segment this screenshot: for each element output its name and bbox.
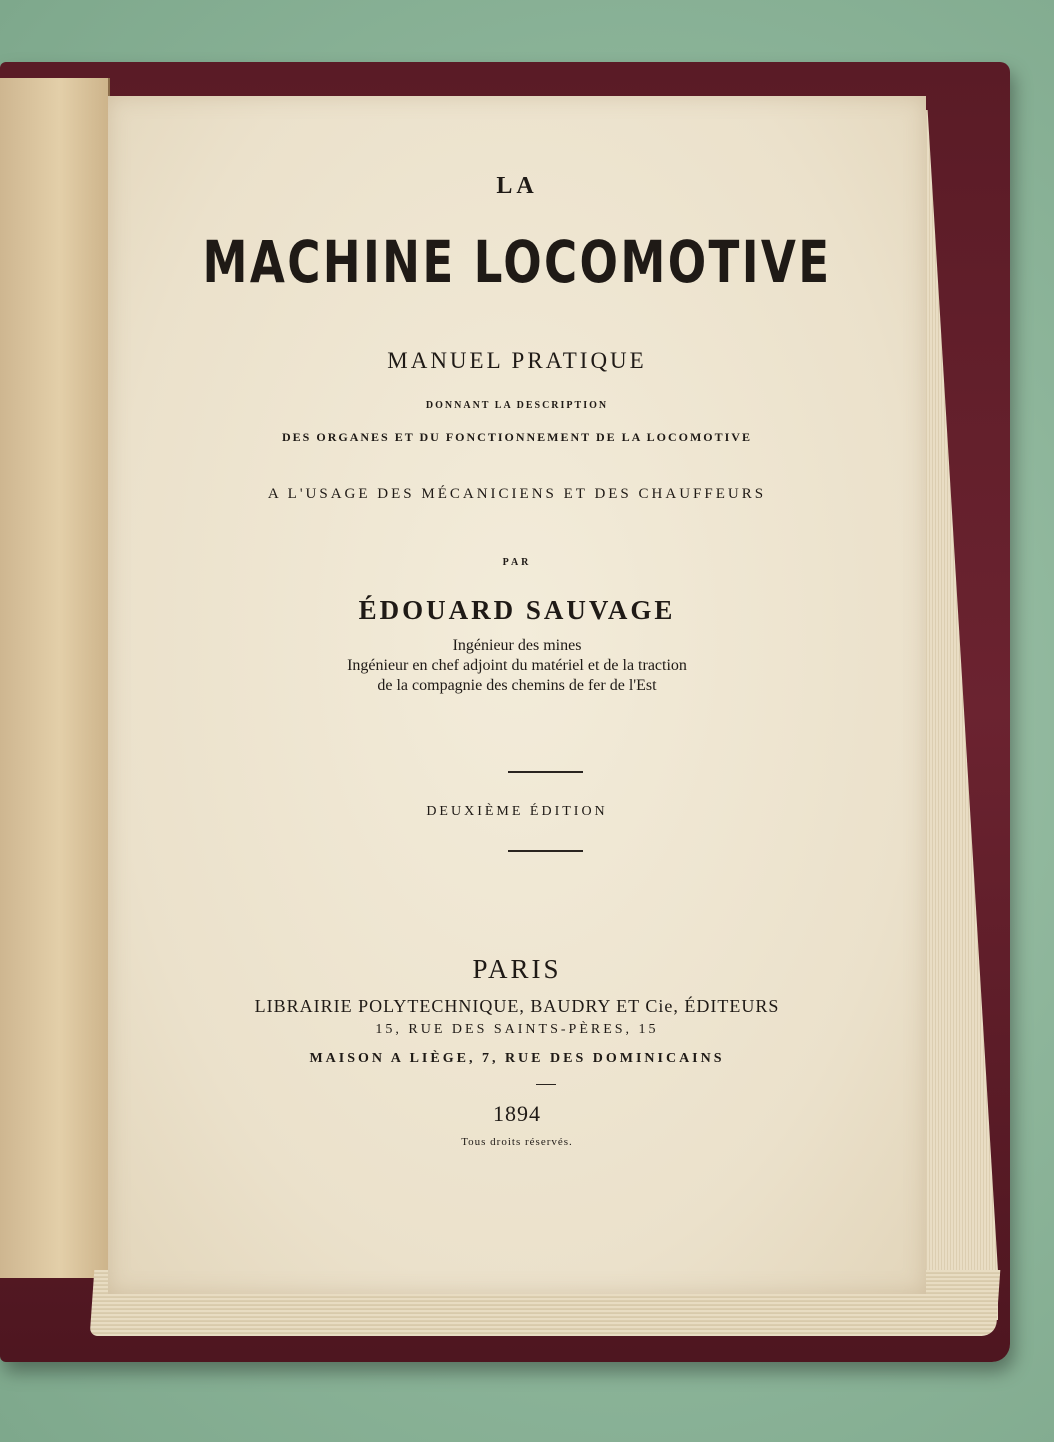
author-role: Ingénieur des mines bbox=[452, 637, 582, 654]
title-article: LA bbox=[496, 173, 538, 199]
audience-line: A L'USAGE DES MÉCANICIENS ET DES CHAUFFEURS bbox=[267, 486, 767, 502]
edition-label: DEUXIÈME ÉDITION bbox=[426, 804, 608, 819]
divider bbox=[508, 850, 583, 852]
rights-notice: Tous droits réservés. bbox=[461, 1136, 573, 1148]
publisher-branch-address: MAISON A LIÈGE, 7, RUE DES DOMINICAINS bbox=[309, 1051, 725, 1066]
book-title: MACHINE LOCOMOTIVE bbox=[202, 228, 832, 296]
publication-year: 1894 bbox=[493, 1101, 541, 1126]
divider bbox=[508, 771, 583, 773]
description-line-2: DES ORGANES ET DU FONCTIONNEMENT DE LA LOCOMOTIVE bbox=[282, 430, 752, 444]
author-role: Ingénieur en chef adjoint du matériel et de la traction bbox=[347, 657, 687, 674]
publisher-address: 15, RUE DES SAINTS-PÈRES, 15 bbox=[375, 1022, 659, 1037]
publisher-name: LIBRAIRIE POLYTECHNIQUE, BAUDRY ET Cie, ÉDITEURS bbox=[254, 996, 780, 1016]
divider bbox=[536, 1084, 556, 1085]
title-page bbox=[108, 96, 926, 1294]
description-line-1: DONNANT LA DESCRIPTION bbox=[425, 400, 609, 411]
by-line: PAR bbox=[502, 557, 532, 568]
author-name: ÉDOUARD SAUVAGE bbox=[358, 595, 676, 625]
left-page bbox=[0, 78, 110, 1278]
author-role: de la compagnie des chemins de fer de l'Est bbox=[377, 677, 657, 694]
publication-city: PARIS bbox=[472, 954, 562, 984]
book-subtitle: MANUEL PRATIQUE bbox=[387, 348, 647, 373]
